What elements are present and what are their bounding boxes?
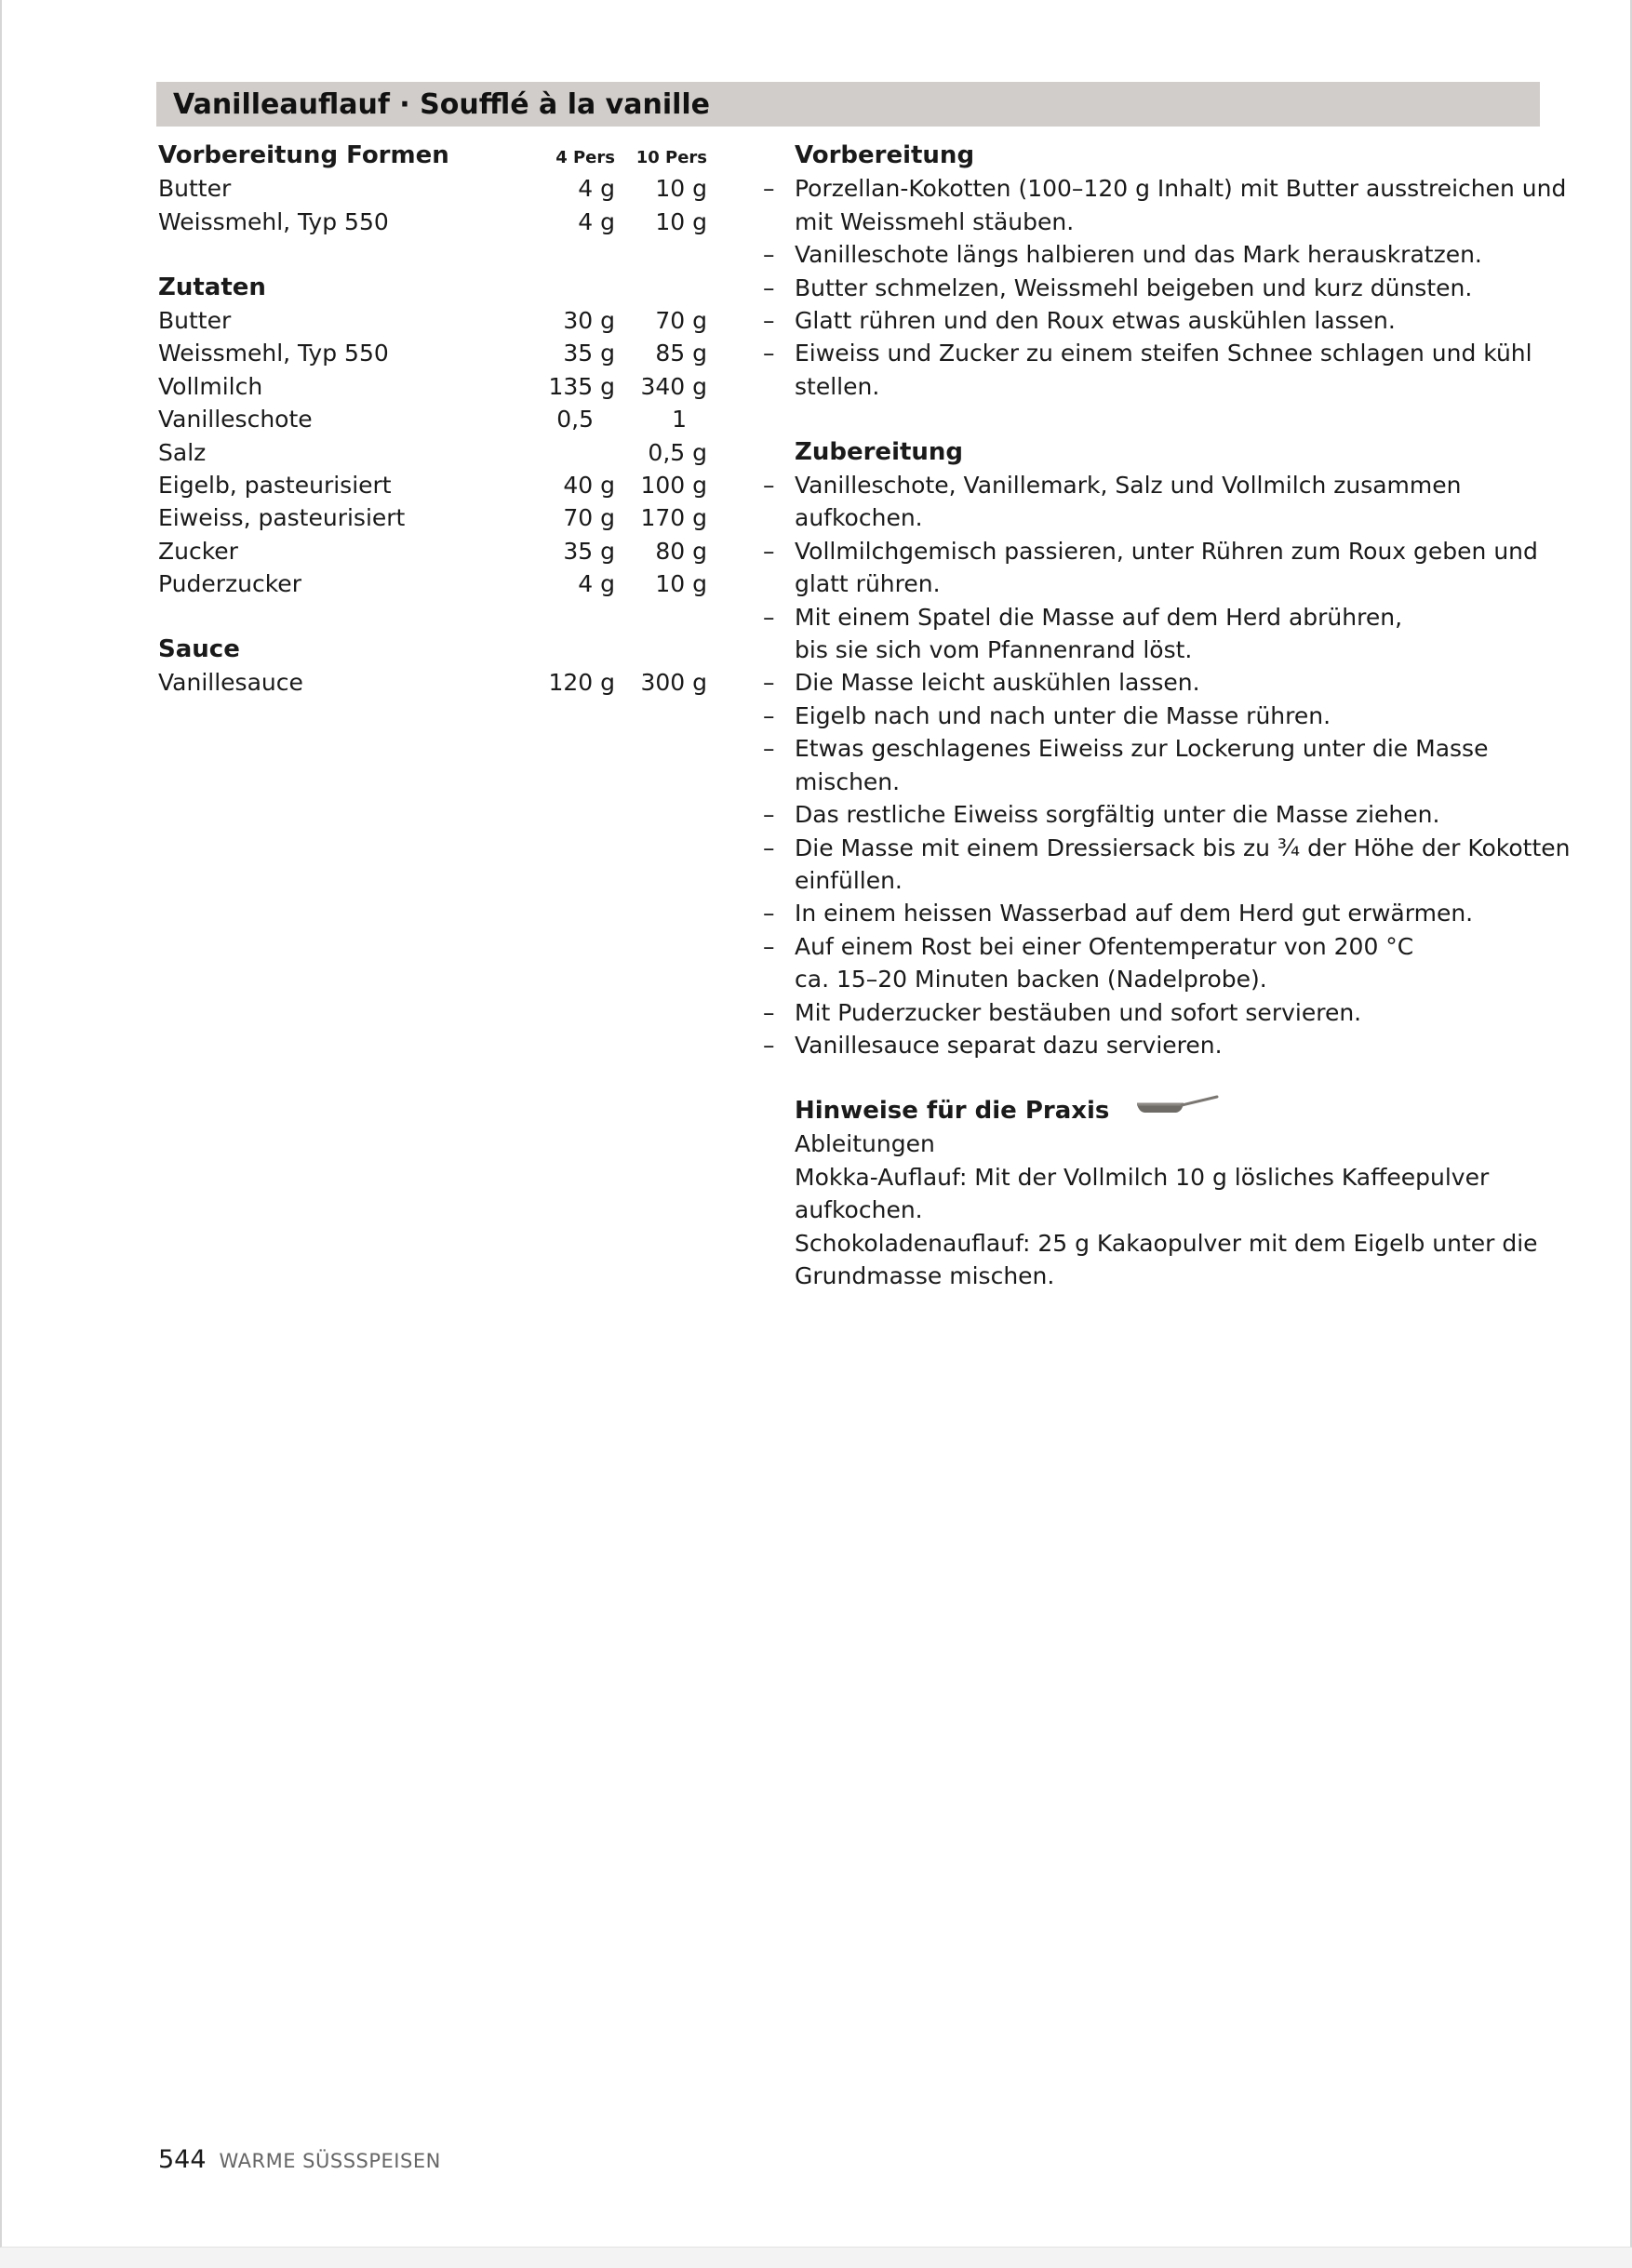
ingredient-row: Butter 30 g 70 g [158,306,707,334]
bullet-dash: – [763,537,775,565]
column-header-4-pers: 4 Pers [555,148,615,167]
bullet-dash: – [763,801,775,829]
method-step-line: glatt rühren. [795,570,941,598]
bullet-dash: – [763,273,775,301]
bullet-dash: – [763,472,775,500]
bullet-dash: – [763,340,775,367]
method-step [757,832,1571,898]
column-header-10-pers: 10 Pers [635,148,707,167]
bullet-dash: – [763,1031,775,1059]
method-step [757,1029,1548,1061]
method-step-line: Die Masse mit einem Dressiersack bis zu ¾ der Höhe der Kokotten [795,834,1571,861]
ingredient-row: Puderzucker 4 g 10 g [158,570,707,598]
method-step-line: Die Masse leicht auskühlen lassen. [795,669,1200,697]
bullet-dash: – [763,998,775,1026]
bullet-dash: – [763,701,775,729]
method-step [757,337,1548,403]
method-step-line: aufkochen. [795,504,923,532]
method-step [757,897,1548,929]
hinweis-line: aufkochen. [795,1196,923,1224]
section-heading-zutaten: Zutaten [158,273,266,301]
method-step [757,700,1548,732]
hinweis-line: Ableitungen [795,1130,935,1158]
method-step-line: Mit einem Spatel die Masse auf dem Herd abrühren, [795,603,1403,631]
bullet-dash: – [763,900,775,927]
method-step-line: Eigelb nach und nach unter die Masse rühren. [795,701,1331,729]
ingredient-row: Zucker 35 g 80 g [158,537,707,565]
ingredient-row: Eiweiss, pasteurisiert 70 g 170 g [158,504,707,532]
method-step-line: Butter schmelzen, Weissmehl beigeben und kurz dünsten. [795,273,1473,301]
section-heading-vorbereitung: Vorbereitung [795,141,975,169]
method-step-line: einfüllen. [795,866,903,894]
section-heading-zubereitung: Zubereitung [795,437,964,466]
method-step [757,172,1567,238]
recipe-title: Vanilleauflauf · Soufflé à la vanille [173,88,711,121]
section-heading-sauce: Sauce [158,634,240,663]
method-step [757,469,1548,535]
method-step-line: Glatt rühren und den Roux etwas auskühlen lassen. [795,307,1396,335]
section-name: WARME SÜSSSPEISEN [219,2150,441,2172]
bullet-dash: – [763,241,775,269]
bullet-dash: – [763,932,775,960]
bullet-dash: – [763,669,775,697]
method-step-line: Porzellan-Kokotten (100–120 g Inhalt) mit Butter ausstreichen und [795,175,1567,203]
method-step-line: Etwas geschlagenes Eiweiss zur Lockerung unter die Masse [795,735,1489,763]
method-step [757,666,1548,699]
method-step [757,601,1548,667]
ingredient-row: Vollmilch 135 g 340 g [158,372,707,400]
ingredients-column [158,140,707,700]
hinweis-line: Schokoladenauflauf: 25 g Kakaopulver mit dem Eigelb unter die [795,1229,1538,1257]
method-step-line: Eiweiss und Zucker zu einem steifen Schnee schlagen und kühl [795,340,1532,367]
ingredient-row: Salz 0,5 g [158,438,707,466]
method-step-line: Vanilleschote längs halbieren und das Mark herauskratzen. [795,241,1482,269]
method-step [757,930,1548,996]
title-bar [156,82,1540,127]
bullet-dash: – [763,834,775,861]
method-step [757,996,1548,1029]
ingredient-row: Butter 4 g 10 g [158,175,707,203]
method-step-line: In einem heissen Wasserbad auf dem Herd gut erwärmen. [795,900,1474,927]
zubereitung-steps [757,469,1571,1061]
method-step-line: bis sie sich vom Pfannenrand löst. [795,636,1193,664]
method-step [757,238,1548,271]
ingredient-row: Weissmehl, Typ 550 35 g 85 g [158,340,707,367]
bullet-dash: – [763,735,775,763]
method-step-line: Vanilleschote, Vanillemark, Salz und Vollmilch zusammen [795,472,1462,500]
section-heading-vorbereitung-formen: Vorbereitung Formen 4 Pers 10 Pers [158,140,707,172]
section-heading-hinweise: Hinweise für die Praxis [757,1095,1548,1128]
method-step [757,732,1548,798]
hinweis-line: Mokka-Auflauf: Mit der Vollmilch 10 g lösliches Kaffeepulver [795,1163,1490,1191]
method-step-line: Auf einem Rost bei einer Ofentemperatur von 200 °C [795,932,1414,960]
ingredient-row: Vanillesauce 120 g 300 g [158,669,707,697]
ingredient-row: Vanilleschote 0,5 1 [158,406,687,434]
method-step [757,272,1548,304]
method-step-line: ca. 15–20 Minuten backen (Nadelprobe). [795,966,1267,994]
method-step [757,535,1548,601]
method-step-line: mischen. [795,767,901,795]
hinweise-lines [757,1127,1548,1292]
method-step [757,304,1548,337]
ingredient-row: Weissmehl, Typ 550 4 g 10 g [158,207,707,235]
method-step-line: Mit Puderzucker bestäuben und sofort servieren. [795,998,1362,1026]
page-footer [158,2145,441,2174]
method-step-line: Das restliche Eiweiss sorgfältig unter die Masse ziehen. [795,801,1440,829]
hinweis-line: Grundmasse mischen. [795,1261,1055,1289]
vorbereitung-steps [757,172,1567,403]
frying-pan-icon [1135,1092,1219,1125]
method-step-line: stellen. [795,372,880,400]
method-step-line: Vanillesauce separat dazu servieren. [795,1031,1223,1059]
ingredient-row: Eigelb, pasteurisiert 40 g 100 g [158,471,707,499]
bullet-dash: – [763,603,775,631]
bullet-dash: – [763,175,775,203]
method-step-line: mit Weissmehl stäuben. [795,207,1075,235]
page-number: 544 [158,2145,207,2174]
method-step-line: Vollmilchgemisch passieren, unter Rühren zum Roux geben und [795,537,1538,565]
method-step [757,798,1548,831]
bullet-dash: – [763,307,775,335]
method-column [757,140,1571,1292]
